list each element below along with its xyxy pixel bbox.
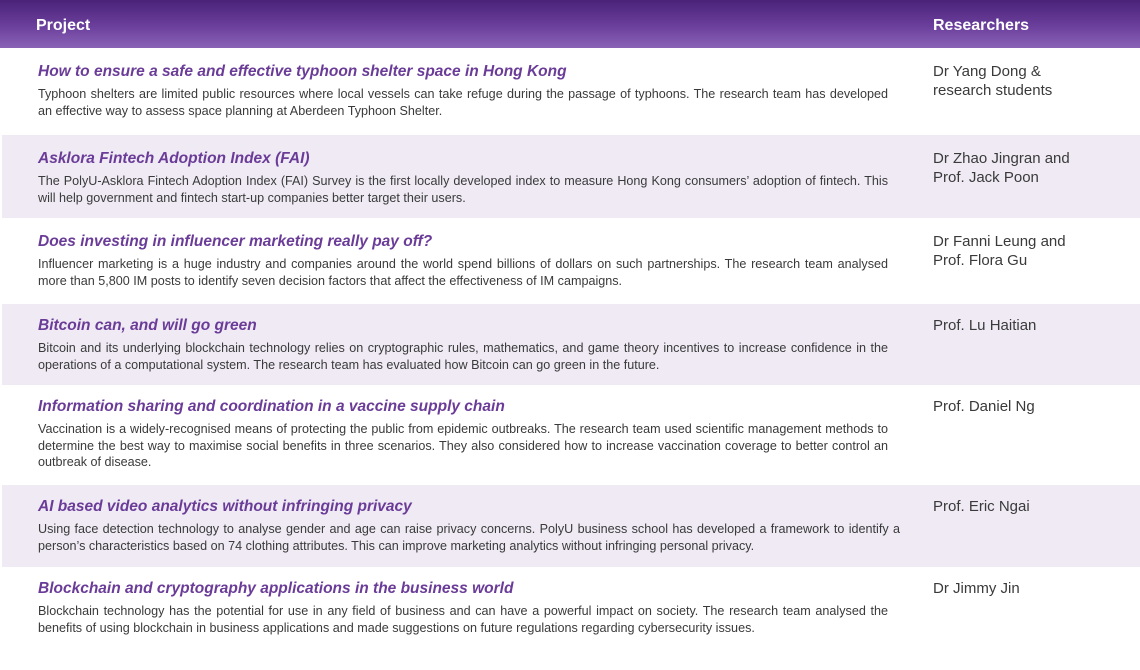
- researchers-cell: Prof. Lu Haitian: [933, 317, 1037, 334]
- table-row: [2, 135, 1140, 218]
- researchers-cell: Dr Jimmy Jin: [933, 580, 1020, 597]
- project-description: Using face detection technology to analyse gender and age can raise privacy concerns. PolyU business school has developed a framework to identify a person’s characteristics based on 74 clothing attributes. This can improve marketing analytics without infringing personal privacy.: [38, 522, 900, 553]
- project-description: Influencer marketing is a huge industry and companies around the world spend billions of dollars on such partnerships. The research team analysed more than 5,800 IM posts to identify seven decision factors that affect the effectiveness of IM campaigns.: [38, 257, 888, 288]
- researchers-column-header: Researchers: [933, 17, 1030, 34]
- researchers-cell: Prof. Eric Ngai: [933, 498, 1030, 515]
- project-description: Blockchain technology has the potential for use in any field of business and can have a powerful impact on society. The research team analysed the benefits of using blockchain in business applications and made suggestions on future regulations regarding cybersecurity issues.: [38, 604, 888, 635]
- table-row: [2, 567, 1140, 667]
- project-title: How to ensure a safe and effective typhoon shelter space in Hong Kong: [38, 63, 567, 80]
- project-title: Information sharing and coordination in a vaccine supply chain: [38, 398, 505, 415]
- researchers-cell: Dr Fanni Leung and Prof. Flora Gu: [933, 233, 1066, 269]
- researchers-cell: Dr Yang Dong & research students: [933, 63, 1053, 99]
- table-header: [0, 0, 1140, 48]
- table-row: [2, 48, 1140, 134]
- project-title: Blockchain and cryptography applications in the business world: [38, 580, 514, 597]
- project-title: AI based video analytics without infringing privacy: [38, 498, 412, 515]
- table-row: [2, 385, 1140, 484]
- project-description: Typhoon shelters are limited public resources where local vessels can take refuge during the passage of typhoons. The research team has developed an effective way to assess space planning at Aberdeen Typhoon Shelter.: [38, 87, 888, 118]
- project-description: Vaccination is a widely-recognised means of protecting the public from epidemic outbreaks. The research team used scientific management methods to determine the best way to maximise social benefits in three scenarios. They also considered how to increase vaccination coverage to better control an outbreak of disease.: [38, 422, 888, 469]
- researchers-cell: Prof. Daniel Ng: [933, 398, 1035, 415]
- project-description: Bitcoin and its underlying blockchain technology relies on cryptographic rules, mathematics, and game theory incentives to increase confidence in the operations of a computational system. The research team has evaluated how Bitcoin can go green in the future.: [38, 341, 888, 372]
- table-row: [2, 485, 1140, 567]
- table-row: [2, 304, 1140, 385]
- project-title: Asklora Fintech Adoption Index (FAI): [38, 150, 310, 167]
- project-title: Bitcoin can, and will go green: [38, 317, 257, 334]
- researchers-cell: Dr Zhao Jingran and Prof. Jack Poon: [933, 150, 1070, 186]
- project-description: The PolyU-Asklora Fintech Adoption Index (FAI) Survey is the first locally developed index to measure Hong Kong consumers’ adoption of fintech. This will help government and fintech start-up companies better target their users.: [38, 174, 888, 205]
- project-title: Does investing in influencer marketing really pay off?: [38, 233, 433, 250]
- table-row: [2, 218, 1140, 303]
- project-column-header: Project: [36, 17, 91, 34]
